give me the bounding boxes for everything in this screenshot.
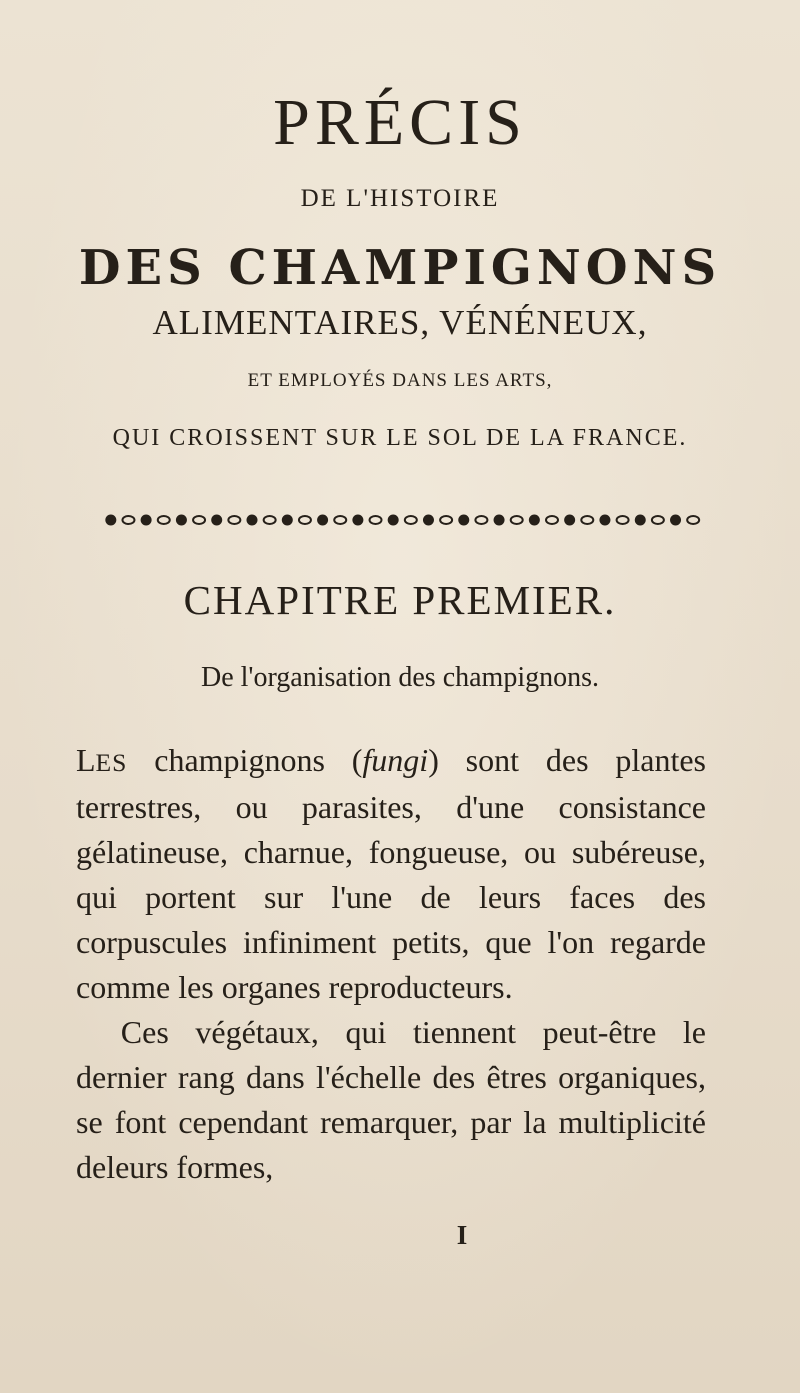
subtitle-alimentaires: ALIMENTAIRES, VÉNÉNEUX, bbox=[152, 303, 648, 342]
ornament-bead bbox=[388, 515, 399, 526]
ornament-bead bbox=[247, 515, 258, 526]
ornament-bead bbox=[670, 515, 681, 526]
ornament-link bbox=[617, 516, 629, 524]
paragraph-1 bbox=[76, 738, 706, 1010]
ornament-link bbox=[193, 516, 205, 524]
ornament-rule bbox=[102, 509, 702, 531]
ornament-bead bbox=[105, 515, 116, 526]
ornament-bead bbox=[317, 515, 328, 526]
ornament-bead bbox=[529, 515, 540, 526]
title-des-champignons: DES CHAMPIGNONS bbox=[78, 240, 722, 296]
ornament-bead bbox=[635, 515, 646, 526]
ornament-link bbox=[687, 516, 699, 524]
ornament-bead bbox=[564, 515, 575, 526]
small-caps: ES bbox=[95, 748, 128, 777]
ornament-link bbox=[546, 516, 558, 524]
paragraph-2: Ces végétaux, qui tiennent peut-être le dernier rang dans l'échelle des êtres organiques, se font cependant remarquer, par la multiplicité deleurs formes, bbox=[76, 1014, 706, 1185]
body-text bbox=[76, 738, 706, 1190]
ornament-link bbox=[405, 516, 417, 524]
paragraph-1-text-a: champignons ( bbox=[127, 742, 363, 778]
ornament-link bbox=[299, 516, 311, 524]
ornament-link bbox=[228, 516, 240, 524]
subtitle-de-l-histoire: DE L'HISTOIRE bbox=[300, 185, 500, 212]
ornament-link bbox=[122, 516, 134, 524]
ornament-link bbox=[264, 516, 276, 524]
ornament-link bbox=[581, 516, 593, 524]
drop-letter: L bbox=[76, 742, 96, 778]
subtitle-employes-arts: ET EMPLOYÉS DANS LES ARTS, bbox=[247, 370, 553, 391]
ornament-bead bbox=[211, 515, 222, 526]
ornament-link bbox=[475, 516, 487, 524]
ornament-link bbox=[158, 516, 170, 524]
ornament-bead bbox=[141, 515, 152, 526]
ornament-bead bbox=[494, 515, 505, 526]
page-number: I bbox=[456, 1220, 468, 1250]
ornament-bead bbox=[282, 515, 293, 526]
ornament-bead bbox=[423, 515, 434, 526]
subtitle-sol-france: QUI CROISSENT SUR LE SOL DE LA FRANCE. bbox=[112, 425, 688, 451]
latin-term: fungi bbox=[362, 742, 429, 778]
ornament-link bbox=[652, 516, 664, 524]
ornament-bead bbox=[352, 515, 363, 526]
ornament-bead bbox=[458, 515, 469, 526]
ornament-link bbox=[334, 516, 346, 524]
paragraph-1-text-b: ) sont des plantes terrestres, ou parasites, d'une consistance gélatineuse, charnue, fongueuse, ou subéreuse, qui portent sur l'une de leurs faces des corpuscules infiniment petits, que l'on regarde comme les organes reproducteurs. bbox=[76, 742, 707, 1005]
ornament-link bbox=[511, 516, 523, 524]
section-subtitle: De l'organisation des champignons. bbox=[200, 662, 599, 693]
ornament-bead bbox=[599, 515, 610, 526]
ornament-link bbox=[370, 516, 382, 524]
ornament-bead bbox=[176, 515, 187, 526]
title-precis: PRÉCIS bbox=[273, 86, 527, 159]
ornament-link bbox=[440, 516, 452, 524]
chapter-title: CHAPITRE PREMIER. bbox=[183, 577, 617, 623]
